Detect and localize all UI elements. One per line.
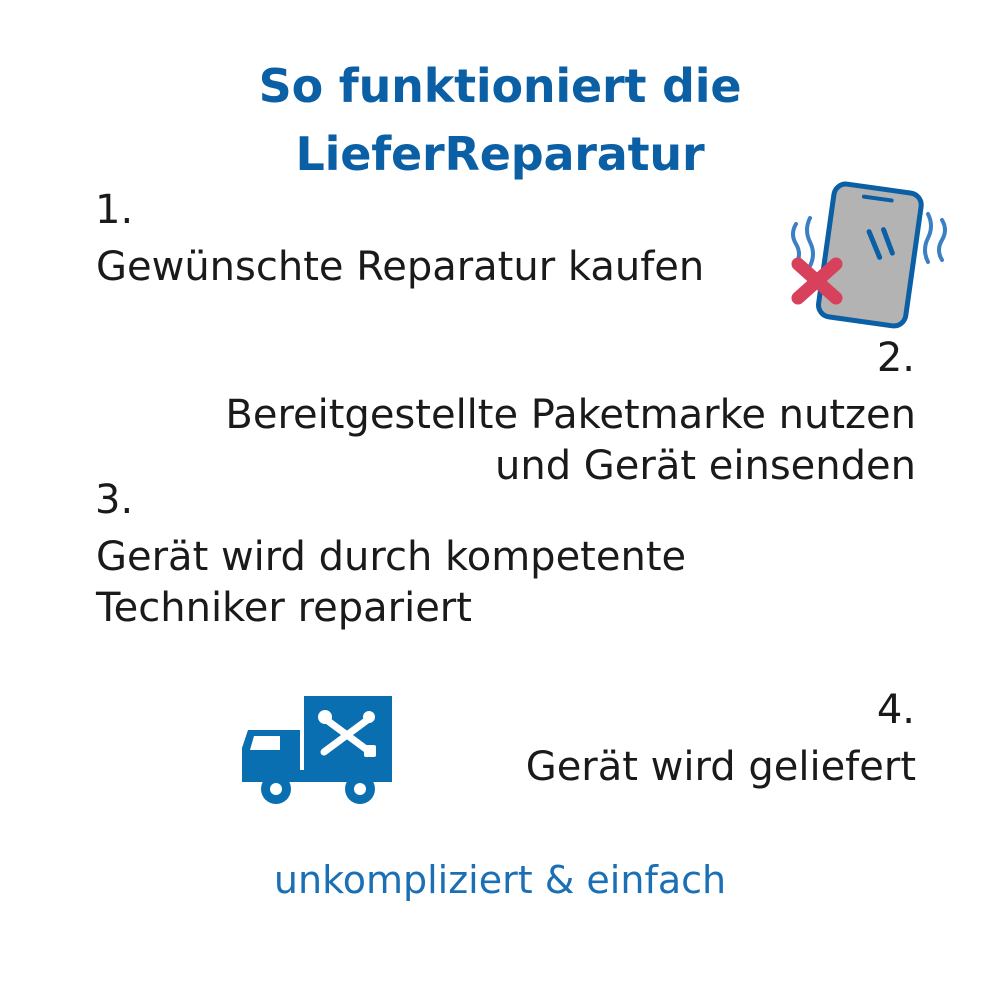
step-text-3: Gerät wird durch kompetente Techniker repariert — [96, 534, 687, 632]
page-title — [0, 52, 1000, 188]
title-line-2: LieferReparatur — [295, 127, 705, 182]
cracked-phone-icon — [774, 176, 964, 346]
repair-delivery-truck-icon — [228, 690, 408, 820]
step-number-1: 1. — [95, 187, 134, 233]
step-number-3: 3. — [95, 477, 134, 523]
step-number-2: 2. — [876, 335, 915, 381]
step-text-1: Gewünschte Reparatur kaufen — [96, 244, 705, 290]
title-line-1: So funktioniert die — [258, 59, 742, 113]
step-number-4: 4. — [876, 687, 915, 733]
footer-tagline: unkompliziert & einfach — [273, 858, 727, 902]
step-text-2: Bereitgestellte Paketmarke nutzen und Gerät einsenden — [225, 392, 916, 490]
step-text-4: Gerät wird geliefert — [525, 744, 916, 790]
